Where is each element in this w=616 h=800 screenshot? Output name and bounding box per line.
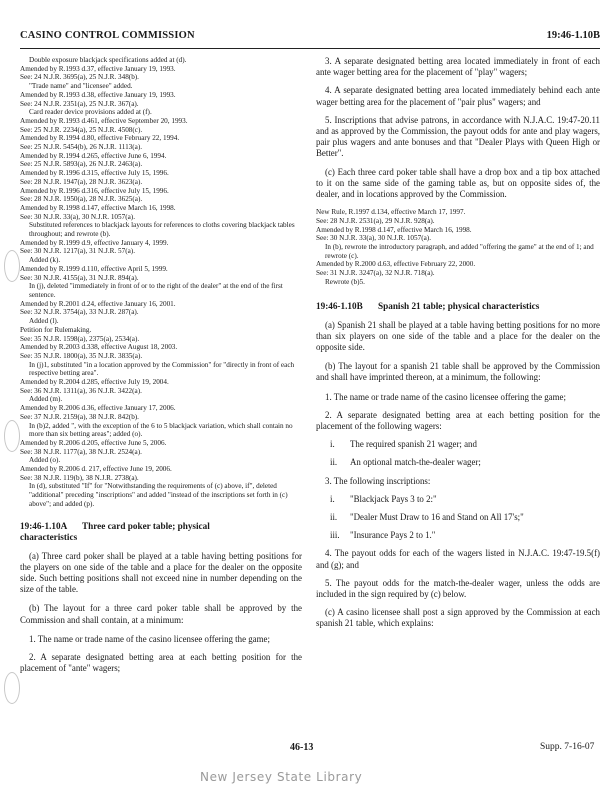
library-stamp: New Jersey State Library: [200, 770, 363, 784]
history-note: See: 31 N.J.R. 3247(a), 32 N.J.R. 718(a).: [316, 269, 435, 278]
sub-item-i: [316, 494, 600, 505]
list-item-4: 4. A separate designated betting area located immediately behind each ante wager betting area for the placement of "pair plus" wagers; and: [316, 85, 600, 107]
section-heading-1-10b: [316, 301, 600, 312]
history-note: See: 30 N.J.R. 33(a), 30 N.J.R. 1057(a).: [20, 212, 135, 221]
history-notes: [316, 208, 600, 286]
history-note: Added (m).: [29, 395, 63, 404]
history-note: Amended by R.2000 d.63, effective February 22, 2000.: [316, 260, 476, 269]
list-item-2: 2. A separate designated betting area at each betting position for the placement of the following wagers:: [316, 409, 600, 431]
header-title: CASINO CONTROL COMMISSION: [20, 30, 195, 41]
history-note: See: 38 N.J.R. 119(b), 38 N.J.R. 2738(a).: [20, 473, 139, 482]
history-note: See: 30 N.J.R. 33(a), 30 N.J.R. 1057(a).: [316, 234, 431, 243]
paragraph-b: (b) The layout for a spanish 21 table shall be approved by the Commission and shall have imprinted thereon, at a minimum, the following:: [316, 361, 600, 383]
supplement-date: Supp. 7-16-07: [540, 742, 595, 752]
history-note: Double exposure blackjack specifications added at (d).: [29, 56, 187, 64]
sub-item-text: "Insurance Pays 2 to 1.": [350, 530, 436, 541]
sub-item-text: "Dealer Must Draw to 16 and Stand on All 17's;": [350, 512, 524, 522]
history-note: Added (l).: [29, 317, 59, 326]
history-note: Amended by R.1998 d.147, effective March 16, 1998.: [316, 225, 472, 234]
left-column: [20, 56, 302, 681]
history-note: Amended by R.1996 d.315, effective July 15, 1996.: [20, 169, 169, 178]
history-note: Substituted references to blackjack layouts for references to cloths covering blackjack tables throughout; and rewrote (b).: [29, 221, 295, 239]
binder-hole: [4, 672, 20, 704]
history-note: See: 25 N.J.R. 5893(a), 26 N.J.R. 2463(a).: [20, 160, 143, 169]
history-note: In (j)1, substituted "in a location approved by the Commission" for "directly in front of each respective betting area".: [29, 360, 295, 378]
roman-numeral: iii.: [330, 530, 340, 541]
sub-item-text: An optional match-the-dealer wager;: [350, 457, 481, 468]
history-note: See: 32 N.J.R. 3754(a), 33 N.J.R. 287(a).: [20, 308, 139, 317]
paragraph-c: (c) A casino licensee shall post a sign approved by the Commission at each spanish 21 table, which explains:: [316, 607, 600, 629]
history-note: New Rule, R.1997 d.134, effective March 17, 1997.: [316, 208, 466, 217]
sub-item-i: [316, 439, 600, 450]
list-item-5: 5. Inscriptions that advise patrons, in accordance with N.J.A.C. 19:47-20.11 and as approved by the Commission, the payout odds for ante and play wagers, pair plus wagers and ante bonuses and that "Dealer Plays with Queen High or Better".: [316, 114, 600, 159]
list-item-3: 3. The following inscriptions:: [325, 475, 431, 486]
history-note: See: 30 N.J.R. 1217(a), 31 N.J.R. 57(a).: [20, 247, 135, 256]
history-note: Amended by R.2006 d.36, effective January 17, 2006.: [20, 404, 176, 413]
history-note: Added (o).: [29, 456, 61, 465]
roman-numeral: i.: [330, 493, 335, 504]
history-note: Amended by R.1993 d.38, effective January 19, 1993.: [20, 90, 176, 99]
history-note: See: 25 N.J.R. 5454(b), 26 N.J.R. 1113(a).: [20, 143, 143, 152]
history-note: See: 35 N.J.R. 1800(a), 35 N.J.R. 3835(a).: [20, 351, 143, 360]
history-note: Amended by R.1999 d.9, effective January 4, 1999.: [20, 238, 169, 247]
sub-item-ii: [316, 512, 600, 523]
history-note: See: 38 N.J.R. 1177(a), 38 N.J.R. 2524(a).: [20, 447, 142, 456]
section-number: 19:46-1.10A: [20, 520, 68, 531]
history-note: In (d), substituted "If" for "Notwithstanding the requirements of (c) above, if", deleted "additional" preceding "inscriptions" and added "instead of the inscriptions set forth in (c) above"; and added (p).: [29, 482, 288, 508]
history-note: See: 28 N.J.R. 1950(a), 28 N.J.R. 3625(a).: [20, 195, 143, 204]
sub-item-text: "Blackjack Pays 3 to 2:": [350, 493, 437, 504]
sub-item-iii: [316, 530, 600, 541]
section-title-continued: characteristics: [20, 531, 78, 542]
history-note: Amended by R.2001 d.24, effective January 16, 2001.: [20, 299, 176, 308]
history-note: See: 28 N.J.R. 1947(a), 28 N.J.R. 3623(a).: [20, 177, 143, 186]
page-number: 46-13: [290, 742, 314, 753]
sub-item-ii: [316, 457, 600, 468]
history-note: Amended by R.2006 d.205, effective June 5, 2006.: [20, 438, 167, 447]
history-note: See: 28 N.J.R. 2531(a), 29 N.J.R. 928(a).: [316, 216, 435, 225]
history-note: In (b), rewrote the introductory paragraph, and added "offering the game" at the end of 1; and rewrote (c).: [325, 243, 594, 260]
history-note: See: 37 N.J.R. 2159(a), 38 N.J.R. 842(b).: [20, 412, 139, 421]
section-number: 19:46-1.10B: [316, 300, 363, 311]
history-note: See: 25 N.J.R. 2234(a), 25 N.J.R. 4508(c).: [20, 125, 143, 134]
history-notes: [20, 56, 302, 509]
history-note: Amended by R.2004 d.285, effective July 19, 2004.: [20, 378, 169, 387]
paragraph-a: (a) Spanish 21 shall be played at a table having betting positions for no more than six players on one side of the table and a place for the dealer on the opposite side.: [316, 319, 600, 352]
history-note: Amended by R.1994 d.265, effective June 6, 1994.: [20, 151, 167, 160]
binder-hole: [4, 250, 20, 282]
history-note: Petition for Rulemaking.: [20, 325, 92, 334]
list-item-1: 1. The name or trade name of the casino licensee offering the game;: [325, 391, 566, 402]
history-note: Amended by R.1993 d.37, effective January 19, 1993.: [20, 64, 176, 73]
history-note: See: 35 N.J.R. 1598(a), 2375(a), 2534(a).: [20, 334, 140, 343]
paragraph-a: (a) Three card poker shall be played at a table having betting positions for the players on one side of the table and a place for the dealer on the opposite side. Such betting positions shall not exceed nine in number depending on the size of the table.: [20, 550, 302, 595]
list-item-1: 1. The name or trade name of the casino licensee offering the game;: [29, 633, 270, 644]
history-note: Added (k).: [29, 256, 61, 265]
list-item-4: 4. The payout odds for each of the wagers listed in N.J.A.C. 19:47-19.5(f) and (g); and: [316, 548, 600, 570]
history-note: See: 24 N.J.R. 3695(a), 25 N.J.R. 348(b).: [20, 73, 139, 82]
history-note: Card reader device provisions added at (f).: [29, 108, 152, 117]
list-item-3: 3. A separate designated betting area located immediately in front of each ante wager betting area for the placement of "play" wagers;: [316, 56, 600, 78]
section-heading-1-10a: [20, 521, 302, 543]
history-note: In (j), deleted "immediately in front of or to the right of the dealer" at the end of the first sentence.: [29, 282, 283, 299]
history-note: In (b)2, added ", with the exception of the 6 to 5 blackjack variation, which shall contain no more than six betting areas"; added (o).: [29, 421, 293, 439]
history-note: "Trade name" and "licensee" added.: [29, 82, 133, 91]
history-note: See: 30 N.J.R. 4155(a), 31 N.J.R. 894(a).: [20, 273, 139, 282]
history-note: Amended by R.1993 d.461, effective September 20, 1993.: [20, 116, 188, 125]
list-item-5: 5. The payout odds for the match-the-dealer wager, unless the odds are included in the sign required by (c) below.: [316, 577, 600, 600]
binder-hole: [4, 420, 20, 452]
sub-item-text: The required spanish 21 wager; and: [350, 439, 477, 450]
list-item-2: 2. A separate designated betting area at each betting position for the placement of "ante" wagers;: [20, 651, 302, 674]
roman-numeral: ii.: [330, 457, 338, 468]
running-header: [20, 30, 600, 49]
history-note: Amended by R.1994 d.80, effective February 22, 1994.: [20, 134, 180, 143]
roman-numeral: ii.: [330, 512, 338, 522]
history-note: Amended by R.2006 d. 217, effective June 19, 2006.: [20, 465, 172, 474]
history-note: See: 24 N.J.R. 2351(a), 25 N.J.R. 367(a).: [20, 99, 139, 108]
right-column: [316, 56, 600, 638]
section-title: Spanish 21 table; physical characteristics: [378, 300, 540, 311]
history-note: Amended by R.1999 d.110, effective April 5, 1999.: [20, 264, 168, 273]
section-title: Three card poker table; physical: [82, 520, 210, 531]
history-note: Rewrote (b)5.: [325, 277, 365, 286]
paragraph-c: (c) Each three card poker table shall have a drop box and a tip box attached to it on the same side of the gaming table as, but on opposite sides of, the dealer, and in locations approved by the Commission.: [316, 166, 600, 200]
history-note: See: 36 N.J.R. 1311(a), 36 N.J.R. 3422(a).: [20, 386, 142, 395]
roman-numeral: i.: [330, 439, 335, 450]
history-note: Amended by R.1996 d.316, effective July 15, 1996.: [20, 186, 169, 195]
history-note: Amended by R.2003 d.338, effective August 18, 2003.: [20, 343, 178, 352]
history-note: Amended by R.1998 d.147, effective March 16, 1998.: [20, 203, 176, 212]
paragraph-b: (b) The layout for a three card poker table shall be approved by the Commission and shall contain, at a minimum:: [20, 603, 302, 625]
header-section-number: 19:46-1.10B: [546, 30, 600, 41]
